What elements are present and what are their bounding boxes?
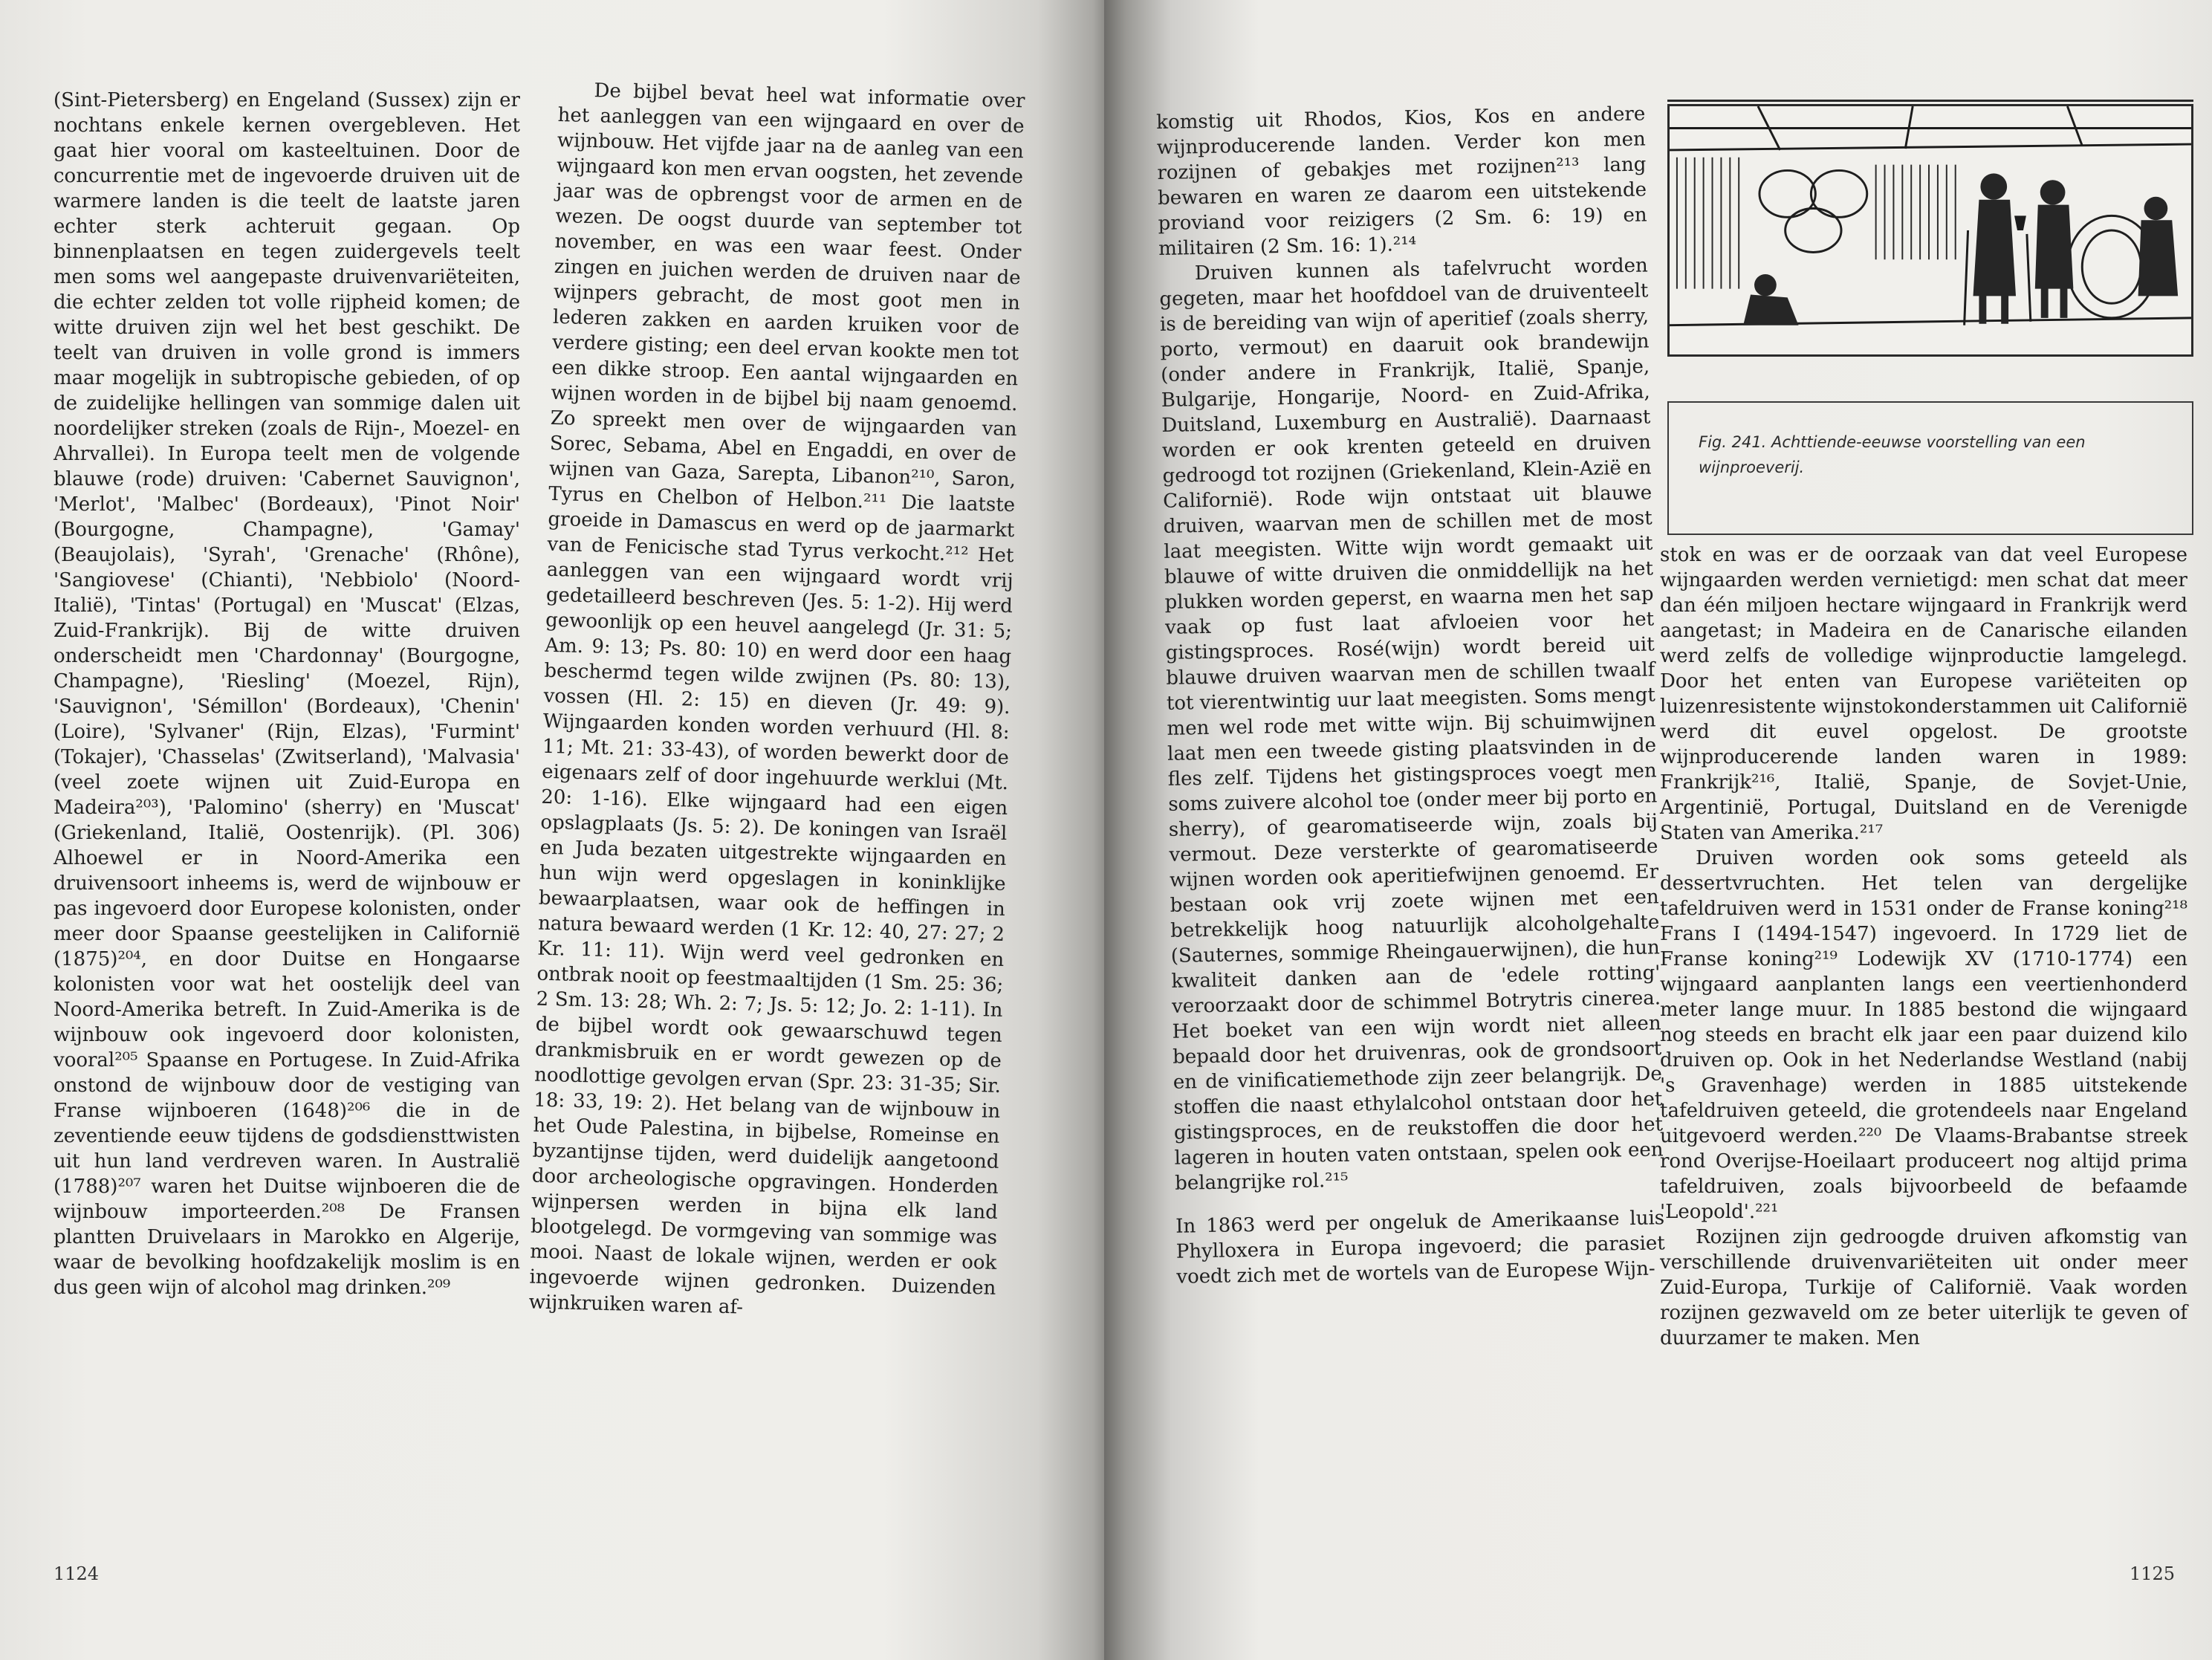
right-page-column-1 [1156, 102, 1666, 1290]
paragraph: In 1863 werd per ongeluk de Amerikaanse luis Phylloxera in Europa ingevoerd; die parasiet voedt zich met de wortels van de Europese Wijn- [1175, 1207, 1665, 1288]
left-page-column-2 [528, 77, 1025, 1326]
paragraph: (Sint-Pietersberg) en Engeland (Sussex) zijn er nochtans enkele kernen overgebleven. Het gaat hier vooral om kasteeltuinen. Door de concurrentie met de ingevoerde druiven uit de warmere landen is die teelt de laatste jaren echter sterk achteruit gegaan. Op binnenplaatsen en tegen zuidergevels teelt men soms wel aangepaste druivenvariëteiten, die echter zelden tot volle rijpheid komen; de witte druiven zijn wel het best geschikt. De teelt van druiven in volle grond is immers maar mogelijk in subtropische gebieden, of op de zuidelijke hellingen van sommige dalen uit noordelijker streken (zoals de Rijn-, Moezel- en Ahrvallei). In Europa teelt men de volgende blauwe (rode) druiven: 'Cabernet Sauvignon', 'Merlot', 'Malbec' (Bordeaux), 'Pinot Noir' (Bourgogne, Champagne), 'Gamay' (Beaujolais), 'Syrah', 'Grenache' (Rhône), 'Sangiovese' (Chianti), 'Nebbiolo' (Noord-Italië), 'Tintas' (Portugal) en 'Muscat' (Elzas, Zuid-Frankrijk). Bij de witte druiven onderscheidt men 'Chardonnay' (Bourgogne, Champagne), 'Riesling' (Moezel, Rijn), 'Sauvignon', 'Sémillon' (Bordeaux), 'Chenin' (Loire), 'Sylvaner' (Rijn, Elzas), 'Furmint' (Tokajer), 'Chasselas' (Zwitserland), 'Malvasia' (veel zoete wijnen uit Zuid-Europa en Madeira²⁰³), 'Palomino' (sherry) en 'Muscat' (Griekenland, Italië, Oostenrijk). (Pl. 306) Alhoewel er in Noord-Amerika een druivensoort inheems is, werd de wijnbouw er pas ingevoerd door Europese kolonisten, onder meer door Spaanse geestelijken in Californië (1875)²⁰⁴, en door Duitse en Hongaarse kolonisten voor wat het oostelijk deel van Noord-Amerika betreft. In Zuid-Amerika is de wijnbouw ook ingevoerd door kolonisten, vooral²⁰⁵ Spaanse en Portugese. In Zuid-Afrika onstond de wijnbouw door de vestiging van Franse wijnboeren (1648)²⁰⁶ die in de zeventiende eeuw tijdens de godsdiensttwisten uit hun land verdreven waren. In Australië (1788)²⁰⁷ waren het Duitse wijnboeren die de wijnbouw importeerden.²⁰⁸ De Fransen plantten Druivelaars in Marokko en Algerije, waar de bevolking hoofdzakelijk moslim is en dus geen wijn of alcohol mag drinken.²⁰⁹ [53, 89, 520, 1299]
figure-wine-tasting-engraving [1667, 104, 2193, 357]
paragraph: komstig uit Rhodos, Kios, Kos en andere wijnproducerende landen. Verder kon men rozijnen of gebakjes met rozijnen²¹³ lang bewaren en waren ze daarom een uitstekende proviand voor reizigers (2 Sm. 6: 19) en militairen (2 Sm. 16: 1).²¹⁴ [1156, 103, 1647, 260]
paragraph: stok en was er de oorzaak van dat veel Europese wijngaarden werden vernietigd: men schat dat meer dan één miljoen hectare wijngaard in Frankrijk werd aangetast; in Madeira en de Canarische eilanden werd zelfs de volledige wijnproductie lamgelegd. Door het enten van Europese variëteiten op luizenresistente wijnstokonderstammen uit Californië werd dit euvel opgelost. De grootste wijnproducerende landen waren in 1989: Frankrijk²¹⁶, Italië, Spanje, de Sovjet-Unie, Argentinië, Portugal, Duitsland en de Verenigde Staten van Amerika.²¹⁷ [1660, 544, 2187, 844]
figure-top-rule [1667, 100, 2193, 102]
left-page [0, 0, 1104, 1660]
paragraph: De bijbel bevat heel wat informatie over het aanleggen van een wijngaard en over de wijnbouw. Het vijfde jaar na de aanleg van een wijngaard kon men ervan oogsten, het zevende jaar was de opbrengst voor de armen en de wezen. De oogst duurde van september tot november, en was een waar feest. Onder zingen en juichen werden de druiven naar de wijnpers gebracht, de most goot men in lederen zakken en aarden kruiken voor de verdere gisting; een deel ervan kookte men tot een dikke stroop. Een aantal wijngaarden en wijnen worden in de bijbel bij naam genoemd. Zo spreekt men over de wijngaarden van Sorec, Sebama, Abel en Engaddi, en over de wijnen van Gaza, Sarepta, Libanon²¹⁰, Saron, Tyrus en Chelbon of Helbon.²¹¹ Die laatste groeide in Damascus en werd op de jaarmarkt van de Fenicische stad Tyrus verkocht.²¹² Het aanleggen van een wijngaard wordt vrij gedetailleerd beschreven (Jes. 5: 1-2). Hij werd gewoonlijk op een heuvel aangelegd (Jr. 31: 5; Am. 9: 13; Ps. 80: 10) en werd door een haag beschermd tegen wilde zwijnen (Ps. 80: 13), vossen (Hl. 2: 15) en dieven (Jr. 49: 9). Wijngaarden konden worden verhuurd (Hl. 8: 11; Mt. 21: 33-43), of worden bewerkt door de eigenaars zelf of door ingehuurde werklui (Mt. 20: 1-16). Elke wijngaard had een eigen opslagplaats (Js. 5: 2). De koningen van Israël en Juda bezaten uitgestrekte wijngaarden en hun wijn werd opgeslagen in koninklijke bewaarplaatsen, waar ook de heffingen in natura bewaard werden (1 Kr. 12: 40, 27: 27; 2 Kr. 11: 11). Wijn werd veel gedronken en ontbrak nooit op feestmaaltijden (1 Sm. 25: 36; 2 Sm. 13: 28; Wh. 2: 7; Js. 5: 12; Jo. 2: 1-11). In de bijbel wordt ook gewaarschuwd tegen drankmisbruik en er wordt gewezen op de noodlottige gevolgen ervan (Spr. 23: 31-35; Sir. 18: 33, 19: 2). Het belang van de wijnbouw in het Oude Palestina, in bijbelse, Romeinse en byzantijnse tijden, werd duidelijk aangetoond door archeologische opgravingen. Honderden wijnpersen werden in bijna elk land blootgelegd. De vormgeving van sommige was mooi. Naast de lokale wijnen, werden er ook ingevoerde wijnen gedronken. Duizenden wijnkruiken waren af- [528, 80, 1025, 1319]
page-number-right: 1125 [2130, 1563, 2176, 1584]
paragraph: Druiven worden ook soms geteeld als dessertvruchten. Het telen van dergelijke tafeldruiven werd in 1531 onder de Franse koning²¹⁸ Frans I (1494-1547) ingevoerd. In 1729 liet de Franse koning²¹⁹ Lodewijk XV (1710-1774) een wijngaard aanplanten langs een veertienhonderd meter lange muur. In 1885 bestond die wijngaard nog steeds en bracht elk jaar een paar duizend kilo druiven op. Ook in het Nederlandse Westland (nabij 's Gravenhage) werden in 1885 uitstekende tafeldruiven geteeld, die grotendeels naar Engeland uitgevoerd werden.²²⁰ De Vlaams-Brabantse streek rond Overijse-Hoeilaart produceert nog altijd prima tafeldruiven, zoals bijvoorbeeld de befaamde 'Leopold'.²²¹ [1660, 847, 2187, 1223]
right-page-column-2 [1660, 542, 2187, 1351]
left-page-column-1 [53, 88, 520, 1300]
paragraph: Rozijnen zijn gedroogde druiven afkomstig van verschillende druivenvariëteiten uit onder meer Zuid-Europa, Turkije of Californië. Vaak worden rozijnen gezwaveld om ze beter uiterlijk te geven of duurzamer te maken. Men [1660, 1226, 2187, 1349]
engraving-illustration [1670, 106, 2191, 354]
page-number-left: 1124 [53, 1563, 100, 1584]
figure-caption: Fig. 241. Achttiende-eeuwse voorstelling van een wijnproeverij. [1699, 433, 2086, 476]
figure-caption-box [1667, 401, 2193, 535]
paragraph: Druiven kunnen als tafelvrucht worden gegeten, maar het hoofddoel van de druiventeelt is de bereiding van wijn of aperitief (zoals sherry, porto, vermout) en daaruit ook brandewijn (onder andere in Frankrijk, Italië, Spanje, Bulgarije, Hongarije, Noord- en Zuid-Afrika, Duitsland, Luxemburg en Australië). Daarnaast worden er ook krenten geteeld en druiven gedroogd tot rozijnen (Griekenland, Klein-Azië en Californië). Rode wijn ontstaat uit blauwe druiven, waarvan men de schillen met de most laat meegisten. Witte wijn wordt gemaakt uit blauwe of witte druiven die onmiddellijk na het plukken worden geperst, en waarna men het sap vaak op fust laat afvloeien voor het gistingsproces. Rosé(wijn) wordt bereid uit blauwe druiven waarvan men de schillen twaalf tot vierentwintig uur laat meegisten. Soms mengt men wel rode met witte wijn. Bij schuimwijnen laat men een tweede gisting plaatsvinden in de fles zelf. Tijdens het gistingsproces voegt men soms zuivere alcohol toe (onder meer bij porto en sherry), of gearomatiseerde wijn, zoals bij vermout. Deze versterkte of gearomatiseerde wijnen worden ook aperitiefwijnen genoemd. Er bestaan ook vrij zoete wijnen met een betrekkelijk hoog natuurlijk alcoholgehalte (Sauternes, sommige Rheingauerwijnen), die hun kwaliteit danken aan de 'edele rotting' veroorzaakt door de schimmel Botrytris cinerea. Het boeket van een wijn wordt niet alleen bepaald door het druivenras, ook de grondsoort en de vinificatiemethode zijn zeer belangrijk. De stoffen die naast ethylalcohol ontstaan door het gistingsproces, en de reukstoffen die door het lageren in houten vaten ontstaan, spelen ook een belangrijke rol.²¹⁵ [1159, 254, 1664, 1195]
